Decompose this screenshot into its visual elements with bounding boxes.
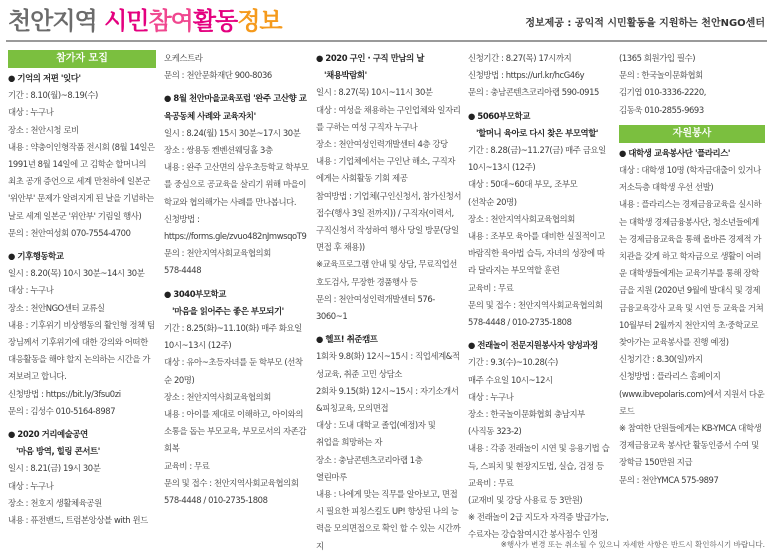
item-title: ● 3040부모학교 xyxy=(164,288,226,299)
item-line: 대상 : 누구나 xyxy=(8,285,54,296)
item-line: 대상 : 여성을 채용하는 구인업체와 일자리를 구하는 여성 구직자 누구나 xyxy=(316,104,461,132)
item-line: 내용 : 약충이인형작품 전시회 (8월 14일은 1991년 8월 14일에 고 김학순 할머니의 최초 공개 증언으로 세계 만천하에 일본군 '위안부' 문제가 알려지게 된 날을 기념하는 날로 세계 일본군 '위안부' 기림일 행사) xyxy=(8,141,155,221)
item-line: 2회차 9.15(화) 12시~15시 : 자기소개서&피칭교육, 모의면접 xyxy=(316,385,459,414)
item-line: 장소 : 천안NGO센터 교류실 xyxy=(8,302,105,313)
item-line: 문의 : 충남콘텐츠코리아랩 590-0915 xyxy=(468,87,599,98)
item-title: ● 전래놀이 전문지원봉사자 양성과정 xyxy=(468,340,598,351)
item-line: 신청방법 : xyxy=(164,213,200,224)
item-line: 매주 수요일 10시~12시 xyxy=(468,374,553,385)
item-line: 내용 : 퓨전밴드, 트럼본앙상블 with 윈드 xyxy=(8,515,148,526)
column-1 xyxy=(8,50,156,533)
item-line: 교육비 : 무료 xyxy=(468,477,514,488)
item-line: 내용 : 플라리스는 경제금융교육을 실시하는 대학생 경제금융봉사단, 청소년들에게는 경제금융교육을 통해 올바른 경제적 가치관을 갖게 하고 학자금으로 생활이 어려운 대학생들에게는 교육기부를 통해 장학금을 지원 (2020년 9월에 발대식 및 경제금융교육강사 교육 및 시연 등 교육을 거쳐 10월부터 2월까지 천안지역 초·중학교로 찾아가는 교육봉사를 진행 예정) xyxy=(619,199,764,348)
item-line: 기간 : 9.3(수)~10.28(수) xyxy=(468,357,558,368)
item-line: 신청기간 : 8.30(일)까지 xyxy=(619,354,703,365)
list-item xyxy=(8,426,156,529)
item-line: 내용 : 기후위기 비상행동의 활인형 정책 팀장님께서 기후위기에 대한 강의와 어떠한 대응활동을 해야 할지 논의하는 시간을 가져보려고 합니다. xyxy=(8,319,155,382)
item-line: 일시 : 8.20(목) 10시 30분~14시 30분 xyxy=(8,268,145,279)
item-line: 문의 : 천안YMCA 575-9897 xyxy=(619,474,719,485)
page-title: 천안지역 시민참여활동정보 xyxy=(8,7,282,35)
item-line: 내용 : 나에게 맞는 직무를 알아보고, 면접시 필요한 피칭스킬도 UP! 향상된 나의 능력을 모의면접으로 확인 할 수 있는 시간까지 xyxy=(316,489,461,551)
item-line: 내용 : 아이를 제대로 이해하고, 아이와의 소통을 돕는 부모교육, 부모로서의 자존감 회복 xyxy=(164,409,307,454)
item-line: 신청방법 : https://url.kr/hcG46y xyxy=(468,70,585,81)
item-line: 문의 : 천안지역사회교육협의회 xyxy=(164,248,271,259)
item-line: 오케스트라 xyxy=(164,53,203,63)
section-header: 자원봉사 xyxy=(619,125,765,143)
list-item xyxy=(164,90,309,279)
item-line: 일시 : 8.27(목) 10시~11시 30분 xyxy=(316,87,433,98)
list-item xyxy=(164,286,309,510)
item-line: 문의 : 김성수 010-5164-8987 xyxy=(8,405,116,416)
item-title: ● 2020 거리예술공연 xyxy=(8,429,88,440)
list-item xyxy=(619,145,765,489)
list-item xyxy=(164,50,309,84)
list-item xyxy=(8,70,156,242)
item-title: ● 5060부모학교 xyxy=(468,110,530,121)
item-line: 내용 : 기업체에서는 구인난 해소, 구직자에게는 사회활동 기회 제공 xyxy=(316,156,456,184)
item-line: (사직동 323-2) xyxy=(468,426,522,437)
item-line: 열린마루 xyxy=(316,471,347,482)
list-item xyxy=(468,337,612,543)
item-line: 대상 : 도내 대학교 졸업(예정)자 및 xyxy=(316,420,436,431)
item-line: (선착순 20명) xyxy=(468,196,517,207)
item-line: 장소 : 천안지역사회교육협의회 xyxy=(468,213,575,224)
item-line: 신청방법 : 플라리스 홈페이지(www.ibvepolaris.com)에서 지원서 다운로드 xyxy=(619,371,765,416)
item-line: 내용 : 조부모 육아를 대비한 실질적이고 바람직한 육아법 습득, 자녀의 성장에 따라 달라지는 부모역할 훈련 xyxy=(468,231,605,276)
item-line: 장소 : 천호지 생활체육공원 xyxy=(8,497,102,508)
item-line: 내용 : 완주 고산면의 삼우초등학교 학부모를 중심으로 공교육을 살리기 위해 마을이 학교와 협의해가는 사례를 만나봅니다. xyxy=(164,162,309,207)
item-line: 기간 : 8.28(금)~11.27(금) 매주 금요일 10시~13시 (12주) xyxy=(468,145,606,173)
item-line: 문의 : 천안여성회 070-7554-4700 xyxy=(8,227,131,238)
item-line: 장소 : 한국놀이문화협회 충남지부 xyxy=(468,409,585,420)
list-item xyxy=(619,50,765,119)
item-line: 장소 : 충남콘텐츠코리아랩 1층 xyxy=(316,454,423,465)
item-line: 문의 및 접수 : 천안지역사회교육협의회 578-4448 / 010-2735-1808 xyxy=(164,477,299,506)
item-line: 일시 : 8.21(금) 19시 30분 xyxy=(8,463,101,474)
item-line: 578-4448 xyxy=(164,265,202,276)
header xyxy=(0,0,773,44)
item-line: 대상 : 대학생 10명 (학자금대출이 있거나 저소득층 대학생 우선 선발) xyxy=(619,165,761,193)
item-line: 장소 : 천안여성인력개발센터 4층 강당 xyxy=(316,139,448,150)
item-line: 대상 : 누구나 xyxy=(8,107,54,118)
item-line: 김기엽 010-3336-2220, xyxy=(619,87,707,98)
item-line: 문의 및 접수 : 천안지역사회교육협의회 578-4448 / 010-2735-1808 xyxy=(468,299,603,328)
list-item xyxy=(468,108,612,332)
item-line: 장소 : 천안시청 로비 xyxy=(8,124,79,135)
item-line: 일시 : 8.24(월) 15시 30분~17시 30분 xyxy=(164,127,301,138)
item-subtitle: '마음 방역, 힐링 콘서트' xyxy=(16,446,100,457)
item-line: 신청방법 : https://bit.ly/3fsu0zi xyxy=(8,388,121,399)
section-header: 참가자 모집 xyxy=(8,50,156,68)
item-line: 대상 : 유아~초등자녀를 둔 학부모 (선착순 20명) xyxy=(164,357,303,385)
item-title: ● 2020 구인 · 구직 만남의 날 xyxy=(316,53,425,63)
item-line: 대상 : 50대~60대 부모, 조부모 xyxy=(468,179,578,190)
footer-note: ※행사가 변경 또는 취소될 수 있으니 자세한 사항은 반드시 확인하시기 바랍니다. xyxy=(500,540,765,549)
item-line: 내용 : 각종 전래놀이 시연 및 응용기법 습득, 스피치 및 현장지도법, 실습, 검정 등 xyxy=(468,443,610,471)
item-line: ※ 전래놀이 2급 지도자 자격증 발급가능, 수료자는 강습참여시간 봉사점수 인정 xyxy=(468,512,609,540)
item-line: 문의 : 천안여성인력개발센터 576-3060~1 xyxy=(316,293,435,322)
column-5 xyxy=(619,50,765,533)
item-line: 취업을 희망하는 자 xyxy=(316,437,383,448)
item-line: 장소 : 쌍용동 켄벤션웨딩홀 3층 xyxy=(164,145,273,156)
item-line: ※교육프로그램 안내 및 상담, 무료직업선호도검사, 무장한 경품행사 등 xyxy=(316,259,457,287)
item-title: ● 기후행동학교 xyxy=(8,251,64,262)
item-title: ● 대학생 교육봉사단 '플라리스' xyxy=(619,147,731,158)
source-credit: 정보제공 : 공익적 시민활동을 지원하는 천안NGO센터 xyxy=(525,18,765,29)
item-subtitle: '할머니 육아로 다시 찾은 부모역할' xyxy=(476,127,599,138)
item-line: 장소 : 천안지역사회교육협의회 xyxy=(164,391,271,402)
item-subtitle: '채용박람회' xyxy=(324,70,367,81)
list-item xyxy=(316,331,462,555)
item-subtitle: '마음을 읽어주는 좋은 부모되기' xyxy=(172,305,284,316)
column-3 xyxy=(316,50,462,551)
item-line: 참여방법 : 기업체(구인신청서, 참가신청서 접수(행사 3일 전까지)) / 구직자(이력서, 구직신청서 작성하여 행사 당일 방문(당일 면접 후 채용)) xyxy=(316,190,462,253)
list-item xyxy=(316,50,462,325)
item-title: ● 헬프! 취준캠프 xyxy=(316,334,378,345)
item-line: 대상 : 누구나 xyxy=(8,480,54,491)
item-line: (1365 회원가입 필수) xyxy=(619,53,696,63)
item-line: 김동욱 010-2855-9693 xyxy=(619,104,704,115)
item-line: 1회차 9.8(화) 12시~15시 : 직업세계&적성교육, 취준 고민 상담소 xyxy=(316,351,460,379)
item-line: 신청기간 : 8.27(목) 17시까지 xyxy=(468,53,572,63)
column-4 xyxy=(468,50,612,540)
item-line: 기간 : 8.25(화)~11.10(화) 매주 화요일 10시~13시 (12주) xyxy=(164,323,302,351)
header-rule xyxy=(6,40,767,42)
list-item xyxy=(468,50,612,102)
item-line: 교육비 : 무료 xyxy=(164,460,210,471)
list-item xyxy=(8,248,156,420)
item-title: ● 8월 천안마을교육포럼 '완주 고산향 교육공동체 사례와 교육자치' xyxy=(164,93,307,121)
item-line: 문의 : 천안문화재단 900-8036 xyxy=(164,70,272,81)
item-line: 문의 : 한국놀이문화협회 xyxy=(619,70,703,81)
item-line: 교육비 : 무료 xyxy=(468,282,514,293)
item-line: ※ 참여한 단원들에게는 KB-YMCA 대학생경제금융교육 봉사단 활동인증서 수여 및 장학금 150만원 지급 xyxy=(619,423,762,468)
column-2 xyxy=(164,50,309,533)
item-line: (교재비 및 강당 사용료 등 3만원) xyxy=(468,495,583,506)
item-line: 기간 : 8.10(월)~8.19(수) xyxy=(8,90,98,101)
item-title: ● 기억의 저편 '잊다' xyxy=(8,73,81,83)
item-line: https://forms.gle/zvuo482nJmwsqoT9 xyxy=(164,231,307,242)
item-line: 대상 : 누구나 xyxy=(468,391,514,402)
